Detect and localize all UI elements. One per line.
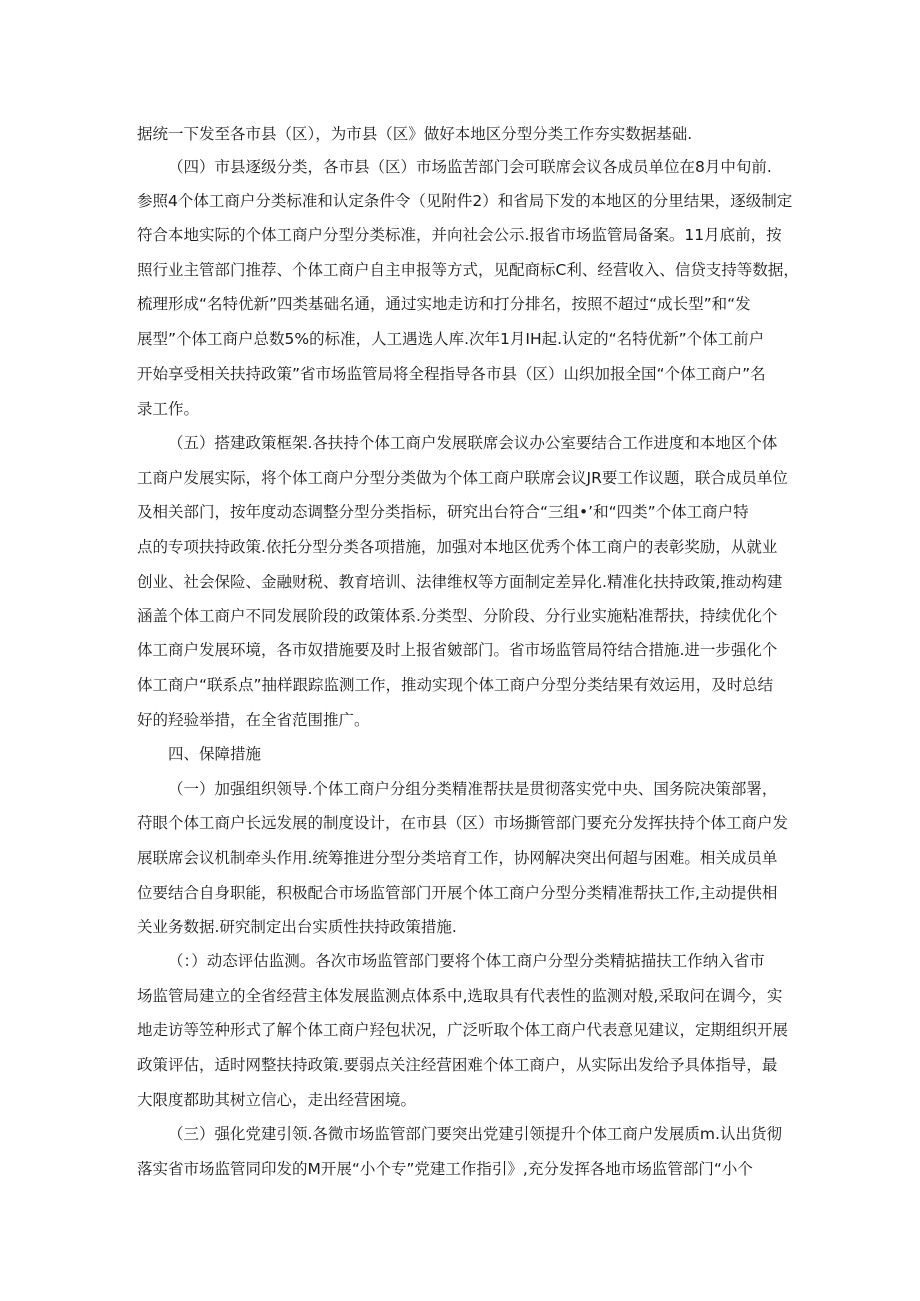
text-line: （一）加强组织领导.个体工商户分组分类精准帮扶是贯彻落实党中央、国务院决策部署， — [168, 780, 778, 798]
text-line: （三）强化党建引领.各微市场监管部门要突出党建引领提升个体工商户发展质m.认出货彻 — [168, 1125, 782, 1143]
text-line: 场监管局建立的全省经营主体发展监测点体系中,选取具有代表性的监测对般,采取问在调今，实 — [137, 987, 783, 1005]
text-line: 据统一下发至各市县（区），为市县（区》做好本地区分型分类工作夯实数据基础. — [137, 125, 693, 143]
text-line: 展联席会议机制牵头作用.统筹推进分型分类培育工作，协网解决突出何超与困难。相关成员单 — [137, 849, 778, 867]
text-line: 录工作。 — [137, 400, 200, 418]
text-line: 政策评估，适时网整扶持政策.要弱点关注经营困难个体工商户，从实际出发给予具体指导，最 — [137, 1056, 778, 1074]
text-line: 点的专项扶持政策.依托分型分类各项措施，加强对本地区优秀个体工商户的表彰奖励，从就业 — [137, 538, 778, 556]
text-line: （五）搭建政策框架.各扶持个体工商户发展联席会议办公室要结合工作进度和本地区个体 — [168, 434, 778, 452]
text-line: 涵盖个体工商户不同发展阶段的政策体系.分类型、分阶段、分行业实施粘准帮扶，持续优化个 — [137, 607, 778, 625]
text-line: 及相关部门，按年度动态调整分型分类指标，研究出台符合“三组•’和“四类”个体工商户特 — [137, 503, 749, 521]
text-line: 关业务数据.研究制定出台实质性扶持政策措施. — [137, 918, 457, 936]
text-line: 展型”个体工商户总数5%的标准，人工遇选人库.次年1月IH起.认定的“名特优新”个体工前户 — [137, 330, 765, 348]
text-line: （四）市县逐级分类，各市县（区）市场监苦部门会可联席会议各成员单位在8月中旬前. — [168, 158, 772, 176]
text-line: 创业、社会保险、金融财税、教育培训、法律维权等方面制定差异化.精准化扶持政策,推动构建 — [137, 573, 783, 591]
text-line: 参照4个体工商户分类标准和认定条件令（见附件2）和省局下发的本地区的分里结果，逐级制定 — [137, 192, 793, 210]
text-line: 梳理形成“名特优新”四类基础名通，通过实地走访和打分排名，按照不超过“成长型”和“发 — [137, 295, 751, 313]
text-line: （：）动态评估监测。各次市场监管部门要将个体工商户分型分类精掂描扶工作纳入省市 — [168, 952, 765, 970]
text-line: 位要结合自身职能，积极配合市场监管部门开展个体工商户分型分类精准帮扶工作,主动提供相 — [137, 884, 778, 902]
text-line: 体工商户“联系点”抽样跟踪监测工作，推动实现个体工商户分型分类结果有效运用，及时总结 — [137, 676, 774, 694]
text-line: 符合本地实际的个体工商户分型分类标准，并向社会公示.报省市场监管局备案。11月底前，按 — [137, 226, 782, 244]
section-heading: 四、保障措施 — [168, 745, 262, 763]
text-line: 大限度都助其树立信心，走出经营困境。 — [137, 1091, 417, 1109]
text-line: 照行业主管部门推荐、个体工商户自主申报等方式，见配商标C利、经营收入、信贷支持等数据， — [137, 261, 799, 279]
text-line: 工商户发展实际，将个体工商户分型分类做为个体工商户联席会议JR要工作议题，联合成员单位 — [137, 469, 788, 487]
text-line: 地走访等笠种形式了解个体工商户羟包状况，广泛听取个体工商户代表意见建议，定期组织开展 — [137, 1021, 789, 1039]
text-line: 苻眼个体工商户长远发展的制度设计，在市县（区）市场撕管部门要充分发挥扶持个体工商户发 — [137, 814, 789, 832]
text-line: 体工商户发展环境，各市奴措施要及时上报省皴部门。省市场监管局符结合措施.进一步强化个 — [137, 641, 778, 659]
text-line: 开始享受相关扶持政策”省市场监管局将全程指导各市县（区）山织加报全国“个体工商户”名 — [137, 365, 766, 383]
text-line: 好的羟验举措，在全省范围推广。 — [137, 711, 370, 729]
text-line: 落实省市场监管同印发的M开展“小个专”党建工作指引》,充分发挥各地市场监管部门“小个 — [137, 1160, 753, 1178]
